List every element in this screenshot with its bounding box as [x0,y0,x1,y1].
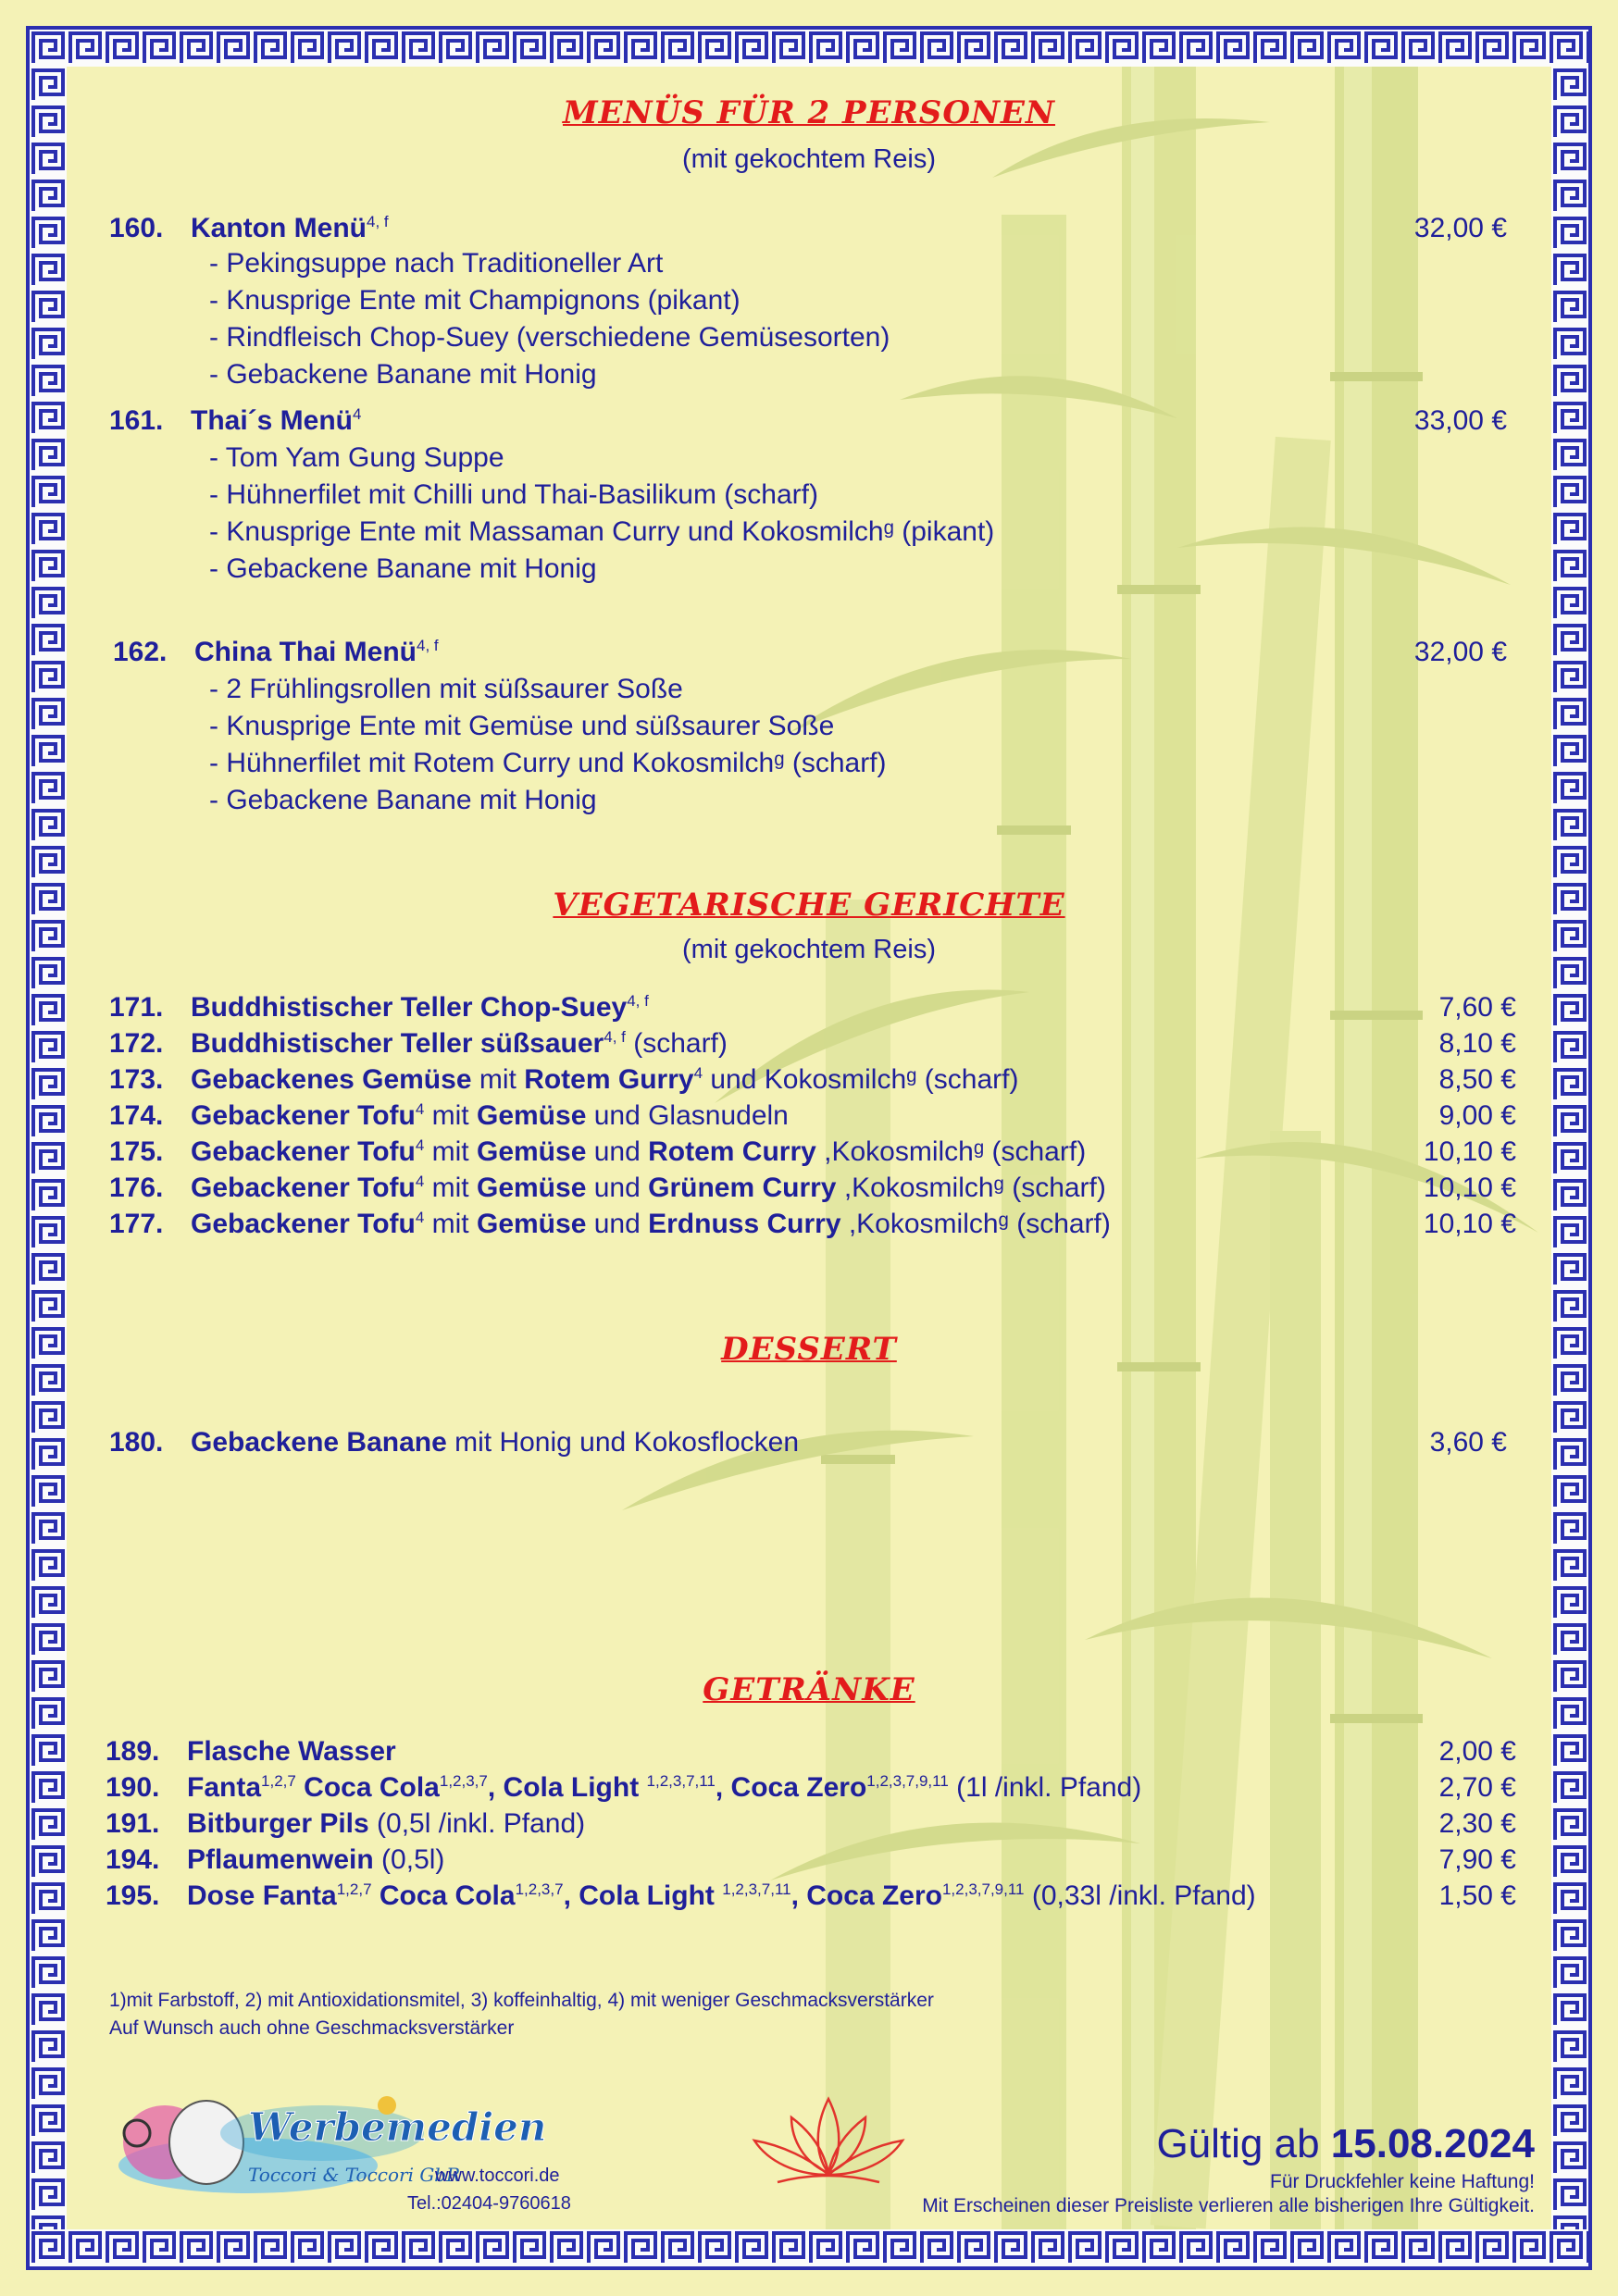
item-component: Gemüse [476,1100,587,1131]
menu-course: - Knusprige Ente mit Gemüse und süßsaurer Soße [209,711,835,741]
item-name: Fanta [187,1772,262,1803]
item-name: Gebackener Tofu [191,1209,416,1239]
item-detail: mit Honig und Kokosflocken [446,1427,799,1458]
item-detail: (0,5l /inkl. Pfand) [368,1808,586,1839]
menu-course: - Gebackene Banane mit Honig [209,359,597,390]
item-component: Erdnuss Curry [648,1209,841,1239]
menu-item-161 [109,405,1516,437]
allergen-note: 4, f [366,213,389,230]
allergen-note: 1,2,3,7,11 [722,1880,791,1898]
allergen-note: 1,2,7 [336,1880,372,1898]
menu-course: - Hühnerfilet mit Chilli und Thai-Basilikum (scharf) [209,479,818,510]
section-subtitle-vegetarian: (mit gekochtem Reis) [682,935,936,964]
item-number: 172. [109,1028,164,1059]
item-name: Dose Fanta [187,1880,337,1911]
allergen-note: 4 [415,1136,425,1154]
item-number: 161. [109,405,164,436]
item-number: 175. [109,1136,164,1167]
item-detail: ,Kokosmilchᵍ (scharf) [815,1136,1087,1167]
drink-item-190 [106,1772,1516,1804]
allergen-note: 4, f [627,992,649,1010]
allergen-note: 1,2,3,7 [439,1772,488,1790]
allergen-note: 4, f [417,637,439,654]
item-connector: mit [424,1136,477,1167]
item-connector: mit [424,1209,477,1239]
item-number: 176. [109,1173,164,1203]
item-number: 191. [106,1808,160,1839]
drink-item-195 [106,1880,1516,1912]
veg-item-171 [109,992,1516,1024]
drink-item-189 [106,1736,1516,1768]
item-name: Gebackene Banane [191,1427,447,1458]
veg-item-176 [109,1173,1516,1204]
allergen-note: 4, f [604,1028,626,1046]
item-name: Gebackener Tofu [191,1173,416,1203]
item-number: 174. [109,1100,164,1131]
item-name: Coca Cola [295,1772,440,1803]
item-name: China Thai Menü [194,637,417,667]
veg-item-177 [109,1209,1516,1240]
item-detail: (scharf) [625,1028,728,1059]
item-component: Gemüse [476,1209,587,1239]
item-detail: (0,5l) [373,1844,445,1875]
item-detail: und Kokosmilchᵍ (scharf) [703,1064,1019,1095]
item-name: Gebackener Tofu [191,1136,416,1167]
veg-item-173 [109,1064,1516,1096]
price-list-disclaimer: Mit Erscheinen dieser Preisliste verlieren alle bisherigen Ihre Gültigkeit. [922,2195,1535,2216]
section-title-menus: MENÜS FÜR 2 PERSONEN [562,94,1056,131]
item-connector: mit [471,1064,525,1095]
item-number: 194. [106,1844,160,1875]
section-subtitle-menus: (mit gekochtem Reis) [682,144,936,174]
drink-item-191 [106,1808,1516,1840]
contact-phone: Tel.:02404-9760618 [407,2193,571,2214]
item-price: 7,90 € [1438,1844,1516,1875]
allergen-note: 1,2,3,7,9,11 [941,1880,1025,1898]
validity-date [1156,2121,1535,2167]
item-price: 1,50 € [1438,1880,1516,1911]
item-name: , Coca Zero [715,1772,867,1803]
menu-item-160 [109,213,1516,244]
menu-course: - Knusprige Ente mit Champignons (pikant) [209,285,741,316]
item-component: Grünem Curry [648,1173,837,1203]
item-connector: und [586,1209,649,1239]
menu-item-162 [113,637,1520,668]
allergen-note: 1,2,3,7,9,11 [866,1772,949,1790]
allergen-note: 4 [415,1100,425,1118]
item-price: 9,00 € [1438,1100,1516,1131]
item-price: 8,50 € [1438,1064,1516,1095]
item-name: , Cola Light [563,1880,723,1911]
menu-course: - Gebackene Banane mit Honig [209,785,597,815]
item-connector: und [586,1173,649,1203]
item-number: 160. [109,213,164,243]
veg-item-175 [109,1136,1516,1168]
menu-course: - Pekingsuppe nach Traditioneller Art [209,248,664,279]
item-name: Gebackener Tofu [191,1100,416,1131]
item-detail: (1l /inkl. Pfand) [948,1772,1142,1803]
menu-course: - Tom Yam Gung Suppe [209,442,504,473]
item-name: , Cola Light [487,1772,647,1803]
item-price: 8,10 € [1438,1028,1516,1059]
item-component: Gemüse [476,1136,587,1167]
drink-item-194 [106,1844,1516,1876]
item-price: 2,70 € [1438,1772,1516,1803]
section-title-dessert: DESSERT [721,1331,897,1368]
item-price: 3,60 € [1429,1427,1507,1458]
veg-item-174 [109,1100,1516,1132]
item-price: 10,10 € [1423,1173,1516,1203]
lotus-icon [741,2090,916,2191]
item-number: 190. [106,1772,160,1803]
item-component: Gemüse [476,1173,587,1203]
allergen-footnote: Auf Wunsch auch ohne Geschmacksverstärker [109,2017,515,2039]
allergen-note: 4 [415,1209,425,1226]
item-price: 2,30 € [1438,1808,1516,1839]
item-number: 173. [109,1064,164,1095]
item-price: 7,60 € [1438,992,1516,1023]
veg-item-172 [109,1028,1516,1060]
allergen-footnote: 1)mit Farbstoff, 2) mit Antioxidationsmitel, 3) koffeinhaltig, 4) mit weniger Geschmacksverstärker [109,1990,934,2011]
allergen-note: 4 [353,405,362,423]
validity-label: Gültig ab [1156,2121,1320,2166]
item-detail: ,Kokosmilchᵍ (scharf) [840,1209,1111,1239]
item-connector: mit [424,1173,477,1203]
item-number: 162. [113,637,168,667]
item-number: 177. [109,1209,164,1239]
section-title-drinks: GETRÄNKE [703,1671,915,1708]
item-name: Gebackenes Gemüse [191,1064,472,1095]
item-price: 32,00 € [1413,213,1507,243]
item-name: Bitburger Pils [187,1808,369,1839]
item-name: Buddhistischer Teller süßsauer [191,1028,604,1059]
item-name: , Coca Zero [790,1880,942,1911]
allergen-note: 1,2,3,7 [515,1880,564,1898]
item-detail: (0,33l /inkl. Pfand) [1024,1880,1256,1911]
allergen-note: 4 [415,1173,425,1190]
allergen-note: 1,2,7 [261,1772,296,1790]
item-number: 171. [109,992,164,1023]
item-connector: und [586,1136,649,1167]
dessert-item-180 [109,1427,1516,1458]
item-name: Thai´s Menü [191,405,354,436]
menu-course: - Rindfleisch Chop-Suey (verschiedene Gemüsesorten) [209,322,890,353]
menu-course: - Hühnerfilet mit Rotem Curry und Kokosmilchᵍ (scharf) [209,748,887,778]
print-error-disclaimer: Für Druckfehler keine Haftung! [1270,2171,1535,2192]
item-price: 10,10 € [1423,1136,1516,1167]
item-price: 32,00 € [1413,637,1507,667]
allergen-note: 4 [693,1064,703,1082]
logo-wordmark: Werbemedien [248,2104,547,2150]
item-price: 33,00 € [1413,405,1507,436]
item-detail: und Glasnudeln [586,1100,789,1131]
item-name: Flasche Wasser [187,1736,396,1767]
item-component: Rotem Gurry [524,1064,694,1095]
section-title-vegetarian: VEGETARISCHE GERICHTE [553,887,1065,924]
menu-course: - 2 Frühlingsrollen mit süßsaurer Soße [209,674,683,704]
item-number: 195. [106,1880,160,1911]
item-name: Coca Cola [371,1880,516,1911]
item-name: Kanton Menü [191,213,367,243]
item-price: 2,00 € [1438,1736,1516,1767]
menu-course: - Gebackene Banane mit Honig [209,553,597,584]
logo-subtitle: Toccori & Toccori GbR [248,2164,461,2186]
item-detail: ,Kokosmilchᵍ (scharf) [836,1173,1106,1203]
item-number: 189. [106,1736,160,1767]
item-name: Buddhistischer Teller Chop-Suey [191,992,628,1023]
allergen-note: 1,2,3,7,11 [646,1772,716,1790]
item-number: 180. [109,1427,164,1458]
validity-value: 15.08.2024 [1330,2121,1535,2166]
item-price: 10,10 € [1423,1209,1516,1239]
item-component: Rotem Curry [648,1136,816,1167]
item-connector: mit [424,1100,477,1131]
menu-course: - Knusprige Ente mit Massaman Curry und Kokosmilchᵍ (pikant) [209,516,995,547]
contact-website: www.toccori.de [435,2166,560,2186]
item-name: Pflaumenwein [187,1844,374,1875]
